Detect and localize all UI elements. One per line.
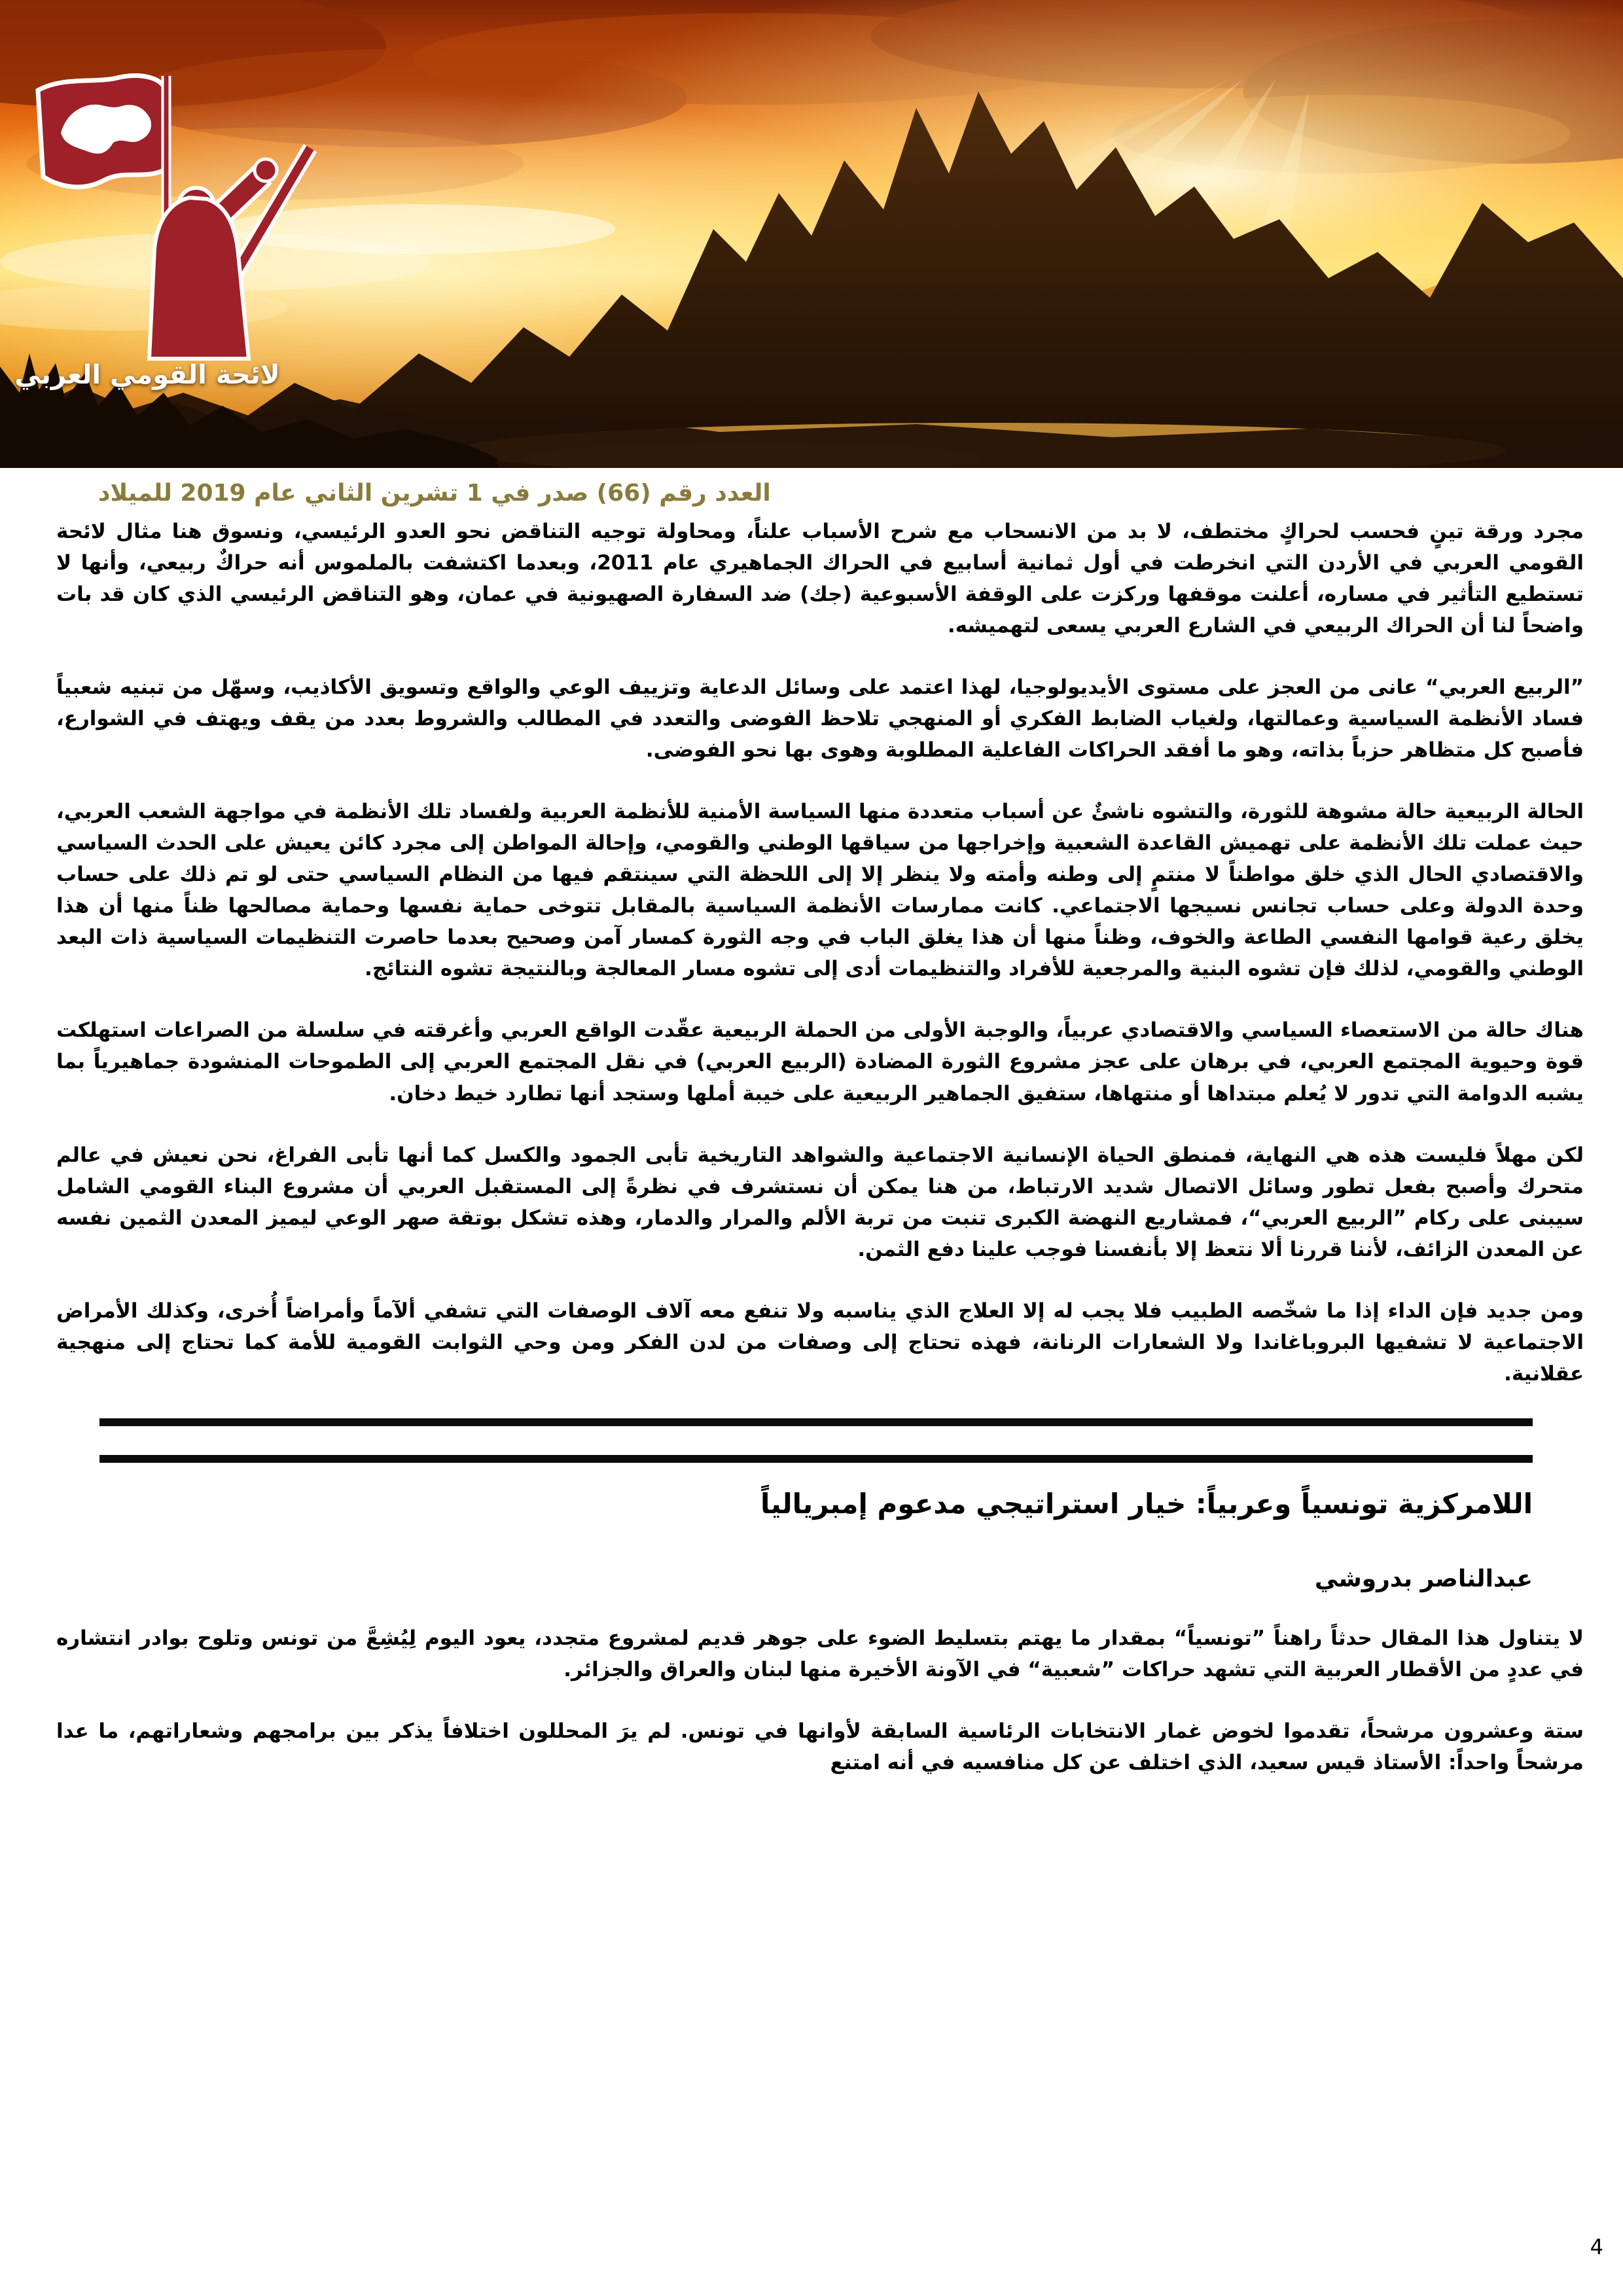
section-divider-top — [99, 1418, 1533, 1426]
article-author: عبدالناصر بدروشي — [1314, 1565, 1533, 1592]
header-photo — [0, 0, 1623, 468]
logo-caption: لائحة القومي العربي — [14, 360, 280, 390]
paragraph: ”الربيع العربي“ عانى من العجز على مستوى الأيديولوجيا، لهذا اعتمد على وسائل الدعاية وتزييف الوعي والواقع وتسويق الأكاذيب، وسهّل من تبنيه شعبياً فساد الأنظمة السياسية وعمالتها، ولغياب الضابط الفكري أو المنهجي تلاحظ الفوضى والتعدد في المطالب والشروط بعدد من يقف ويهتف في الشوارع، فأصبح كل متظاهر حزباً بذاته، وهو ما أفقد الحراكات الفاعلية المطلوبة وهوى بها نحو الفوضى. — [56, 675, 1584, 762]
article-title: اللامركزية تونسياً وعربياً: خيار استراتيجي مدعوم إمبريالياً — [760, 1487, 1533, 1520]
paragraph: هناك حالة من الاستعصاء السياسي والاقتصادي عربياً، والوجبة الأولى من الحملة الربيعية عقّدت الواقع العربي وأغرقته في سلسلة من الصراعات استهلكت قوة وحيوية المجتمع العربي، في برهان على عجز مشروع الثورة المضادة (الربيع العربي) في نقل المجتمع العربي إلى الطموحات المنشودة جماهيرياً بما يشبه الدوامة التي تدور لا يُعلم مبتداها أو منتهاها، ستفيق الجماهير الربيعية على خيبة أملها وستجد أنها تطارد خيط دخان. — [56, 1018, 1584, 1105]
fist — [255, 159, 277, 181]
paragraph: مجرد ورقة تينٍ فحسب لحراكٍ مختطف، لا بد من الانسحاب مع شرح الأسباب علناً، ومحاولة توجيه التناقض نحو العدو الرئيسي، ونسوق هنا مثال لائحة القومي العربي في الأردن التي انخرطت في أول ثمانية أسابيع في الحراك الجماهيري عام 2011، وبعدما اكتشفت بالملموس أنه حراكٌ ربيعي، وأنها لا تستطيع التأثير في مساره، أعلنت موقفها وركزت على الوقفة الأسبوعية (جك) ضد السفارة الصهيونية في عمان، وهو التناقض الرئيسي الذي كان قد بات واضحاً لنا أن الحراك الربيعي في الشارع العربي يسعى لتهميشه. — [56, 519, 1584, 637]
organization-logo — [12, 71, 339, 378]
issue-date-line: العدد رقم (66) صدر في 1 تشرين الثاني عام 2019 للميلاد — [98, 480, 771, 507]
article-body — [56, 516, 1584, 1778]
figure-torso — [149, 198, 249, 359]
page-number: 4 — [1590, 2234, 1603, 2259]
paragraph: ستة وعشرون مرشحاً، تقدموا لخوض غمار الانتخابات الرئاسية السابقة لأوانها في تونس. لم يرَ المحللون اختلافاً يذكر بين برامجهم وشعاراتهم، ما عدا مرشحاً واحداً: الأستاذ قيس سعيد، الذي اختلف عن كل منافسيه في أنه امتنع — [56, 1719, 1584, 1774]
paragraph: ومن جديد فإن الداء إذا ما شخّصه الطبيب فلا يجب له إلا العلاج الذي يناسبه ولا تنفع معه آلاف الوصفات التي تشفي ألآماً وأمراضاً أُخرى، وكذلك الأمراض الاجتماعية لا تشفيها البروباغاندا ولا الشعارات الرنانة، فهذه تحتاج إلى وصفات من لدن الفكر ومن وحي الثوابت القومية للأمة كما تحتاج إلى منهجية عقلانية. — [56, 1299, 1584, 1386]
paragraph: الحالة الربيعية حالة مشوهة للثورة، والتشوه ناشئٌ عن أسباب متعددة منها السياسة الأمنية للأنظمة العربية ولفساد تلك الأنظمة في مواجهة الشعب العربي، حيث عملت تلك الأنظمة على تهميش القاعدة الشعبية وإخراجها من سياقها الوطني والقومي، وإحالة المواطن إلى مجرد كائن يعيش على الحدث السياسي والاقتصادي الحال الذي خلق مواطناً لا منتمٍ إلى وطنه وأمته ولا ينظر إلا إلى اللحظة التي سينتقم فيها من النظام السياسي حتى لو تم ذلك على حساب وحدة الدولة وعلى حساب تجانس نسيجها الاجتماعي. كانت ممارسات الأنظمة السياسية بالمقابل تتوخى حماية نفسها وحماية مصالحها ظناً منها أن هذا يخلق رعية قوامها النفسي الطاعة والخوف، وظناً منها أن هذا يغلق الباب في وجه الثورة كمسار آمن وصحيح بعدما حاصرت التنظيمات السياسية ذات البعد الوطني والقومي، لذلك فإن تشوه البنية والمرجعية للأفراد والتنظيمات أدى إلى تشوه مسار المعالجة وبالنتيجة تشوه النتائج. — [56, 800, 1584, 981]
paragraph: لا يتناول هذا المقال حدثاً راهناً ”تونسياً“ بمقدار ما يهتم بتسليط الضوء على جوهر قديم لمشروع متجدد، يعود اليوم لِيُشِعَّ من تونس وتلوح بوادر انتشاره في عددٍ من الأقطار العربية التي تشهد حراكات ”شعبية“ في الآونة الأخيرة منها لبنان والعراق والجزائر. — [56, 1626, 1584, 1681]
paragraph: لكن مهلاً فليست هذه هي النهاية، فمنطق الحياة الإنسانية الاجتماعية والشواهد التاريخية تأبى الجمود والكسل كما أنها تأبى الفراغ، نحن نعيش في عالم متحرك وأصبح بفعل تطور وسائل الاتصال شديد الارتباط، من هنا يمكن أن نستشرف في نظرةً إلى المستقبل العربي أن مشروع البناء القومي الشامل سيبنى على ركام ”الربيع العربي“، فمشاريع النهضة الكبرى تنبت من تربة الألم والمرار والدمار، وهذه تشكل بوتقة صهر الوعي ليميز المعدن الثمين نفسه عن المعدن الزائف، لأننا قررنا ألا نتعظ إلا بأنفسنا فوجب علينا دفع الثمن. — [56, 1143, 1584, 1261]
section-divider-bottom — [99, 1455, 1533, 1463]
